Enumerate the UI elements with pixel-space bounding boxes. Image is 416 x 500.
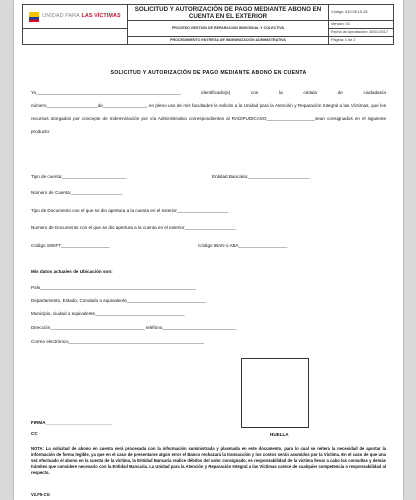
location-heading: Mis datos actuales de Ubicación son: bbox=[31, 269, 113, 274]
fingerprint-label: HUELLA bbox=[270, 432, 289, 437]
address-phone-field[interactable]: Dirección_____________________________________ teléfono_____________________________ bbox=[31, 325, 237, 330]
logo-emphasis: LAS VÍCTIMAS bbox=[81, 13, 121, 19]
account-number-field[interactable]: Número de Cuenta:____________________ bbox=[31, 190, 123, 195]
country-field[interactable]: País_____________________________________________________________ bbox=[31, 285, 197, 290]
form-title: SOLICITUD Y AUTORIZACIÓN DE PAGO MEDIANTE ABONO EN CUENTA EN EL EXTERIOR bbox=[128, 5, 329, 21]
page-number: Página: 1 de 2 bbox=[329, 37, 394, 45]
account-type-field[interactable]: Tipo de cuenta:_________________________ bbox=[31, 174, 127, 179]
document-title: SOLICITUD Y AUTORIZACIÓN DE PAGO MEDIANTE ABONO EN CUENTA bbox=[110, 70, 307, 76]
procedure-name: PROCEDIMIENTO ENTREGA DE INDEMNIZACIÓN ADMINISTRATIVA bbox=[128, 37, 329, 45]
cc-label: CC bbox=[31, 431, 38, 436]
document-number-field[interactable]: Numero de Documento con el que se dio apertura a la cuenta en el exterior____________________ bbox=[31, 225, 236, 230]
iban-code-field[interactable]: Código IBAN o ABA___________________ bbox=[198, 243, 288, 248]
email-field[interactable]: Correo electrónico_____________________________________________________ bbox=[31, 339, 204, 344]
logo-cell bbox=[23, 5, 128, 29]
logo-cell-bottom bbox=[23, 29, 128, 45]
bank-field[interactable]: Entidad Bancaria:________________________ bbox=[212, 174, 310, 179]
swift-code-field[interactable]: Código SWIFT___________________ bbox=[31, 243, 110, 248]
unidad-victimas-logo bbox=[25, 12, 125, 22]
intro-paragraph: Yo,________________________________________________________ identificado(a) con la cédula de ciudadanía número____________________de_________________, en pleno uso de mis facultades le solicito a la Unidad para la Atención y Reparación Integral a las Víctimas, que los recursos otorgados por concepto de Indemnización por vía Administrativa correspondientes al RADIFUDICASO___________________sean consignados en el siguiente producto: bbox=[31, 90, 386, 134]
logo-prefix: UNIDAD PARA bbox=[42, 13, 80, 19]
legal-note: NOTA: La solicitud de abono en cuenta será procesada con la información suministrada y plasmada en este documento, para lo cual se reitera la necesidad de aportar la información de forma legible, ya que en el caso de presentarse algún error el Banco rechazará la transacción y los costos serán asumidos por la Víctima. En el caso de que una vez efectuado el abono en la cuenta de la víctima, la Entidad Bancaria realice débitos del valor consignado, es responsabilidad de la víctima llevar a cabo las consultas y demás trámites que considere necesario con la Entidad Bancaria. La Unidad para la Atención y Reparación Integral a las Víctimas carece de cualquier competencia o responsabilidad al respecto. bbox=[31, 446, 386, 475]
fingerprint-box bbox=[241, 358, 309, 428]
document-type-field[interactable]: Tipo de Documento con el que se dio apertura a la cuenta en el exterior____________________ bbox=[31, 208, 228, 213]
form-code-footer: V2.F5-CG bbox=[31, 492, 50, 497]
form-code: Código: 410.08.15-28 bbox=[329, 5, 394, 21]
approval-date: Fecha de Aprobación: 30/01/2017 bbox=[329, 29, 394, 37]
form-version: Versión: 01 bbox=[329, 21, 394, 29]
process-name: PROCESO GESTION DE REPARACION INDIVIDUAL Y COLECTIVA bbox=[128, 21, 329, 37]
municipality-field[interactable]: Municipio, ciudad o equivalente___________________________________ bbox=[31, 311, 185, 316]
signature-line[interactable]: FIRMA__________________________ bbox=[31, 420, 112, 425]
department-field[interactable]: Departamento, Estado, Condado o equivalente_______________________________ bbox=[31, 298, 206, 303]
colombia-seal-icon bbox=[29, 12, 39, 22]
document-header bbox=[22, 4, 394, 45]
logo-text bbox=[42, 14, 120, 19]
document-page bbox=[14, 0, 403, 500]
